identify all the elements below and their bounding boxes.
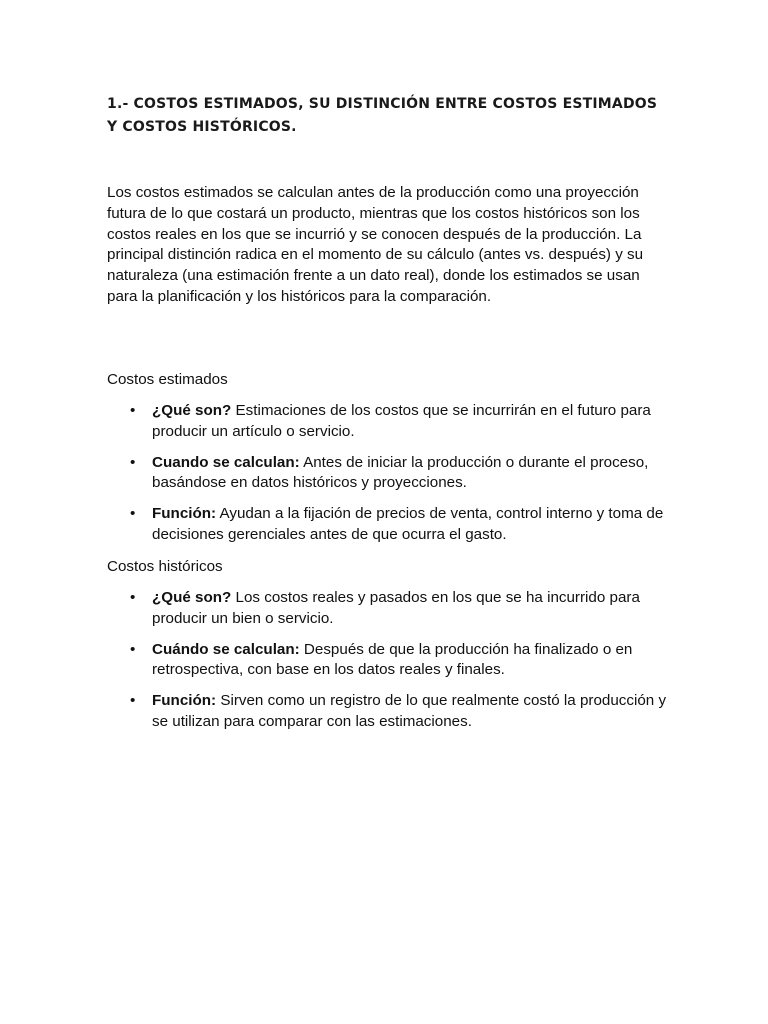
list-item — [107, 504, 667, 546]
bullet-marker: • — [130, 589, 136, 606]
list-item — [107, 691, 667, 733]
item-text: Estimaciones de los costos que se incurrirán en el futuro para producir un artículo o servicio. — [152, 402, 651, 440]
item-term: ¿Qué son? — [152, 402, 232, 419]
bullet-marker: • — [130, 453, 136, 471]
item-term: Función: — [152, 505, 217, 523]
bullet-marker: • — [130, 505, 136, 523]
item-text: Después de que la producción ha finalizado o en retrospectiva, con base en los datos reales y finales. — [152, 640, 633, 679]
list-item — [107, 401, 667, 443]
section-title-estimated: Costos estimados — [107, 371, 228, 388]
item-term: ¿Qué son? — [152, 589, 232, 606]
list-item — [107, 453, 667, 495]
document-heading: 1.- COSTOS ESTIMADOS, SU DISTINCIÓN ENTRE COSTOS ESTIMADOS Y COSTOS HISTÓRICOS. — [107, 96, 658, 135]
estimated-costs-list — [107, 401, 667, 556]
item-text: Los costos reales y pasados en los que se ha incurrido para producir un bien o servicio. — [152, 589, 640, 627]
item-term: Cuando se calculan: — [152, 453, 300, 471]
item-term: Cuándo se calculan: — [152, 640, 300, 658]
bullet-marker: • — [130, 402, 136, 419]
list-item — [107, 588, 667, 630]
section-title-historical: Costos históricos — [107, 558, 223, 575]
bullet-marker: • — [130, 692, 136, 710]
item-text: Antes de iniciar la producción o durante el proceso, basándose en datos históricos y proyecciones. — [152, 453, 649, 492]
list-item — [107, 640, 667, 682]
item-text: Ayudan a la fijación de precios de venta, control interno y toma de decisiones gerenciales antes de que ocurra el gasto. — [152, 505, 664, 543]
bullet-marker: • — [130, 640, 136, 658]
item-term: Función: — [152, 692, 217, 710]
historical-costs-list — [107, 588, 667, 743]
intro-paragraph: Los costos estimados se calculan antes de la producción como una proyección futura de lo que costará un producto, mientras que los costos históricos son los costos reales en los que se incurrió y se conocen después de la producción. La principal distinción radica en el momento de su cálculo (antes vs. después) y su naturaleza (una estimación frente a un dato real), donde los estimados se usan para la planificación y los históricos para la comparación. — [107, 184, 644, 305]
item-text: Sirven como un registro de lo que realmente costó la producción y se utilizan para comparar con las estimaciones. — [152, 692, 667, 730]
